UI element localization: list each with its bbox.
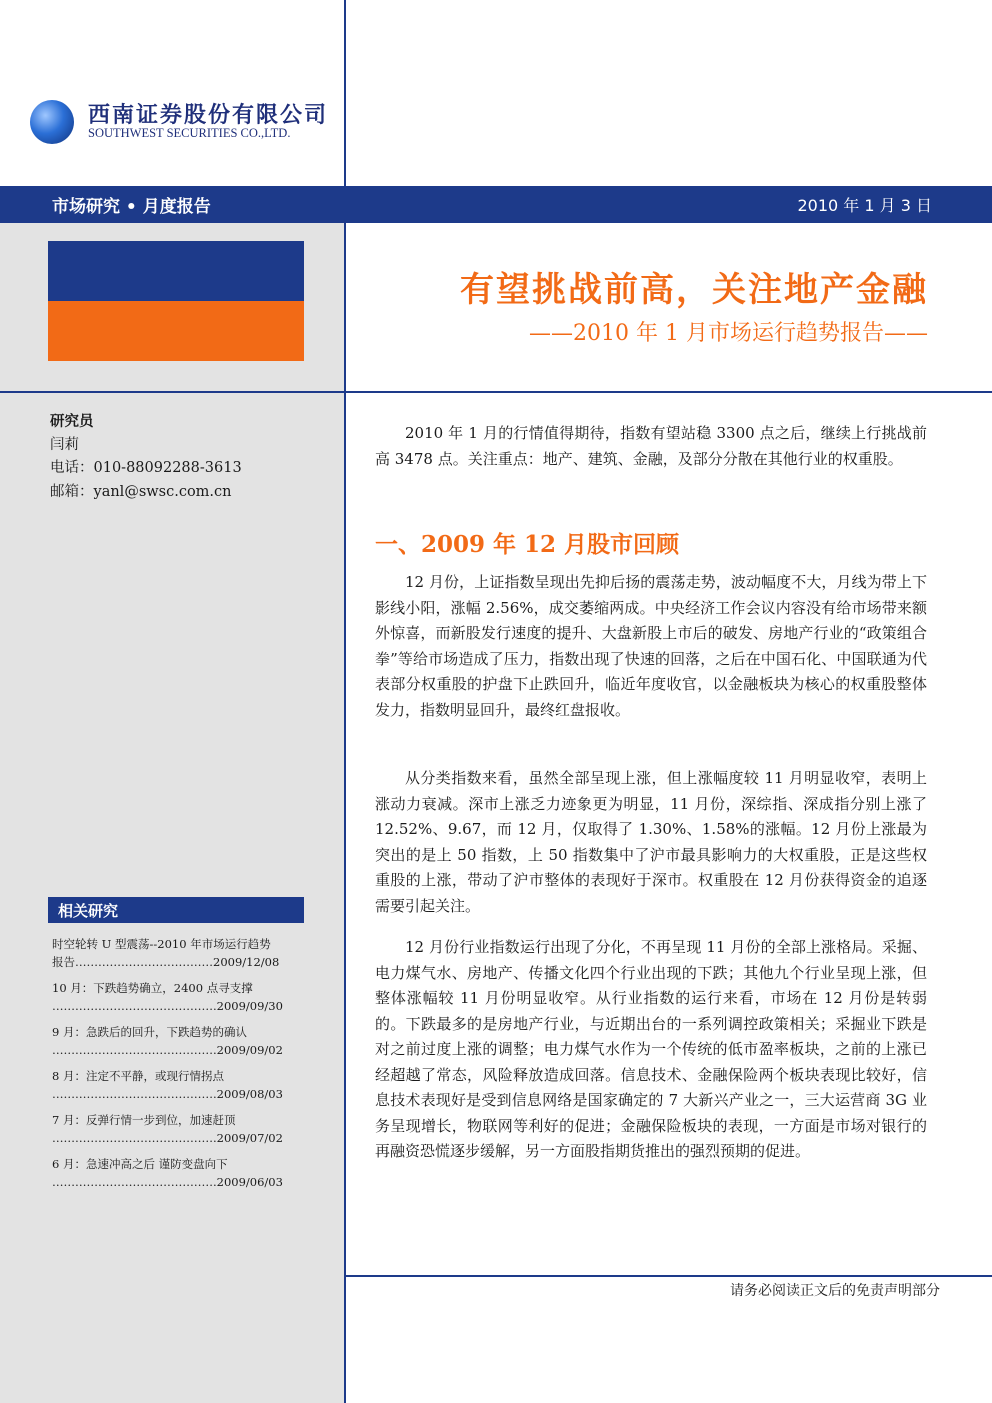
phone-label: 电话： <box>50 460 94 476</box>
related-research-heading <box>48 897 304 923</box>
footer-divider <box>345 1275 992 1277</box>
body-paragraph-1: 12 月份，上证指数呈现出先抑后扬的震荡走势，波动幅度不大，月线为带上下影线小阳，涨幅 2.56%，成交萎缩两成。中央经济工作会议内容没有给市场带来额外惊喜，而新股发行速度的提升、大盘新股上市后的破发、房地产行业的“政策组合拳”等给市场造成了压力，指数出现了快速的回落，之后在中国石化、中国联通为代表部分权重股的护盘下止跌回升，临近年度收官，以金融板块为核心的权重股整体发力，指数明显回升，最终红盘报收。 <box>375 573 927 719</box>
related-item[interactable] <box>52 1155 302 1191</box>
related-item-title: 7 月：反弹行情一步到位，加速赶顶 <box>52 1113 236 1127</box>
analyst-email-row <box>50 481 242 505</box>
analyst-heading: 研究员 <box>50 413 94 430</box>
logo-area <box>0 0 345 186</box>
report-subtitle: ——2010 年 1 月市场运行趋势报告—— <box>529 321 928 346</box>
related-research-list <box>52 935 302 1199</box>
report-category: 市场研究 • 月度报告 <box>52 197 211 217</box>
header-divider <box>0 391 992 393</box>
decor-blue-block <box>48 241 304 301</box>
company-logo-icon <box>30 100 74 144</box>
related-item-title: 时空轮转 U 型震荡--2010 年市场运行趋势 <box>52 937 271 951</box>
analyst-phone: 010-88092288-3613 <box>93 460 242 476</box>
related-heading-label: 相关研究 <box>58 902 119 920</box>
related-item-title: 6 月：急速冲高之后 谨防变盘向下 <box>52 1157 228 1171</box>
company-name-en: SOUTHWEST SECURITIES CO.,LTD. <box>88 126 291 140</box>
report-title: 有望挑战前高，关注地产金融 <box>460 270 928 310</box>
report-date: 2010 年 1 月 3 日 <box>797 196 932 215</box>
related-item-date: …………………………………….2009/08/03 <box>52 1087 283 1101</box>
related-item-date: …………………………………….2009/06/03 <box>52 1175 283 1189</box>
footer-disclaimer: 请务必阅读正文后的免责声明部分 <box>730 1283 940 1299</box>
analyst-name: 闫莉 <box>50 436 79 453</box>
section-title: 一、2009 年 12 月股市回顾 <box>375 531 680 558</box>
related-item-title: 9 月：急跌后的回升，下跌趋势的确认 <box>52 1025 247 1039</box>
analyst-email[interactable]: yanl@swsc.com.cn <box>93 483 232 500</box>
related-item-date: …………………………………….2009/09/02 <box>52 1043 283 1057</box>
related-item-date: …………………………………….2009/09/30 <box>52 999 283 1013</box>
related-item-title: 8 月：注定不平静，或现行情拐点 <box>52 1069 224 1083</box>
body-paragraph-3: 12 月份行业指数运行出现了分化，不再呈现 11 月份的全部上涨格局。采掘、电力煤气水、房地产、传播文化四个行业出现的下跌；其他九个行业呈现上涨，但整体涨幅较 11 月份明显收窄。从行业指数的运行来看，市场在 12 月份是转弱的。下跌最多的是房地产行业，与近期出台的一系列调控政策相关；采掘业下跌是对之前过度上涨的调整；电力煤气水作为一个传统的低市盈率板块，之前的上涨已经超越了常态，风险释放造成回落。信息技术、金融保险两个板块表现比较好，信息技术表现好是受到信息网络是国家确定的 7 大新兴产业之一，三大运营商 3G 业务呈现增长，物联网等利好的促进；金融保险板块的表现，一方面是市场对银行的再融资恐慌逐步缓解，另一方面股指期货推出的强烈预期的促进。 <box>375 938 927 1160</box>
related-item-date: …………………………………….2009/07/02 <box>52 1131 283 1145</box>
company-name-cn: 西南证券股份有限公司 <box>88 102 329 128</box>
related-item-title: 10 月：下跌趋势确立，2400 点寻支撑 <box>52 981 253 995</box>
body-paragraph-2: 从分类指数来看，虽然全部呈现上涨，但上涨幅度较 11 月明显收窄，表明上涨动力衰减。深市上涨乏力迹象更为明显，11 月份，深综指、深成指分别上涨了 12.52%、9.67，而 12 月，仅取得了 1.30%、1.58%的涨幅。12 月份上涨最为突出的是上 50 指数，上 50 指数集中了沪市最具影响力的大权重股，正是这些权重股的上涨，带动了沪市整体的表现好于深市。权重股在 12 月份获得资金的追逐需要引起关注。 <box>375 769 927 915</box>
related-item[interactable] <box>52 979 302 1015</box>
email-label: 邮箱： <box>50 483 94 500</box>
related-item-date: 报告………………………………2009/12/08 <box>52 955 280 969</box>
decor-orange-block <box>48 301 304 361</box>
analyst-phone-row <box>50 457 242 481</box>
related-item[interactable] <box>52 1111 302 1147</box>
analyst-info <box>50 410 242 504</box>
intro-paragraph: 2010 年 1 月的行情值得期待，指数有望站稳 3300 点之后，继续上行挑战前高 3478 点。关注重点：地产、建筑、金融，及部分分散在其他行业的权重股。 <box>375 424 927 468</box>
related-item[interactable] <box>52 1067 302 1103</box>
related-item[interactable] <box>52 1023 302 1059</box>
related-item[interactable] <box>52 935 302 971</box>
